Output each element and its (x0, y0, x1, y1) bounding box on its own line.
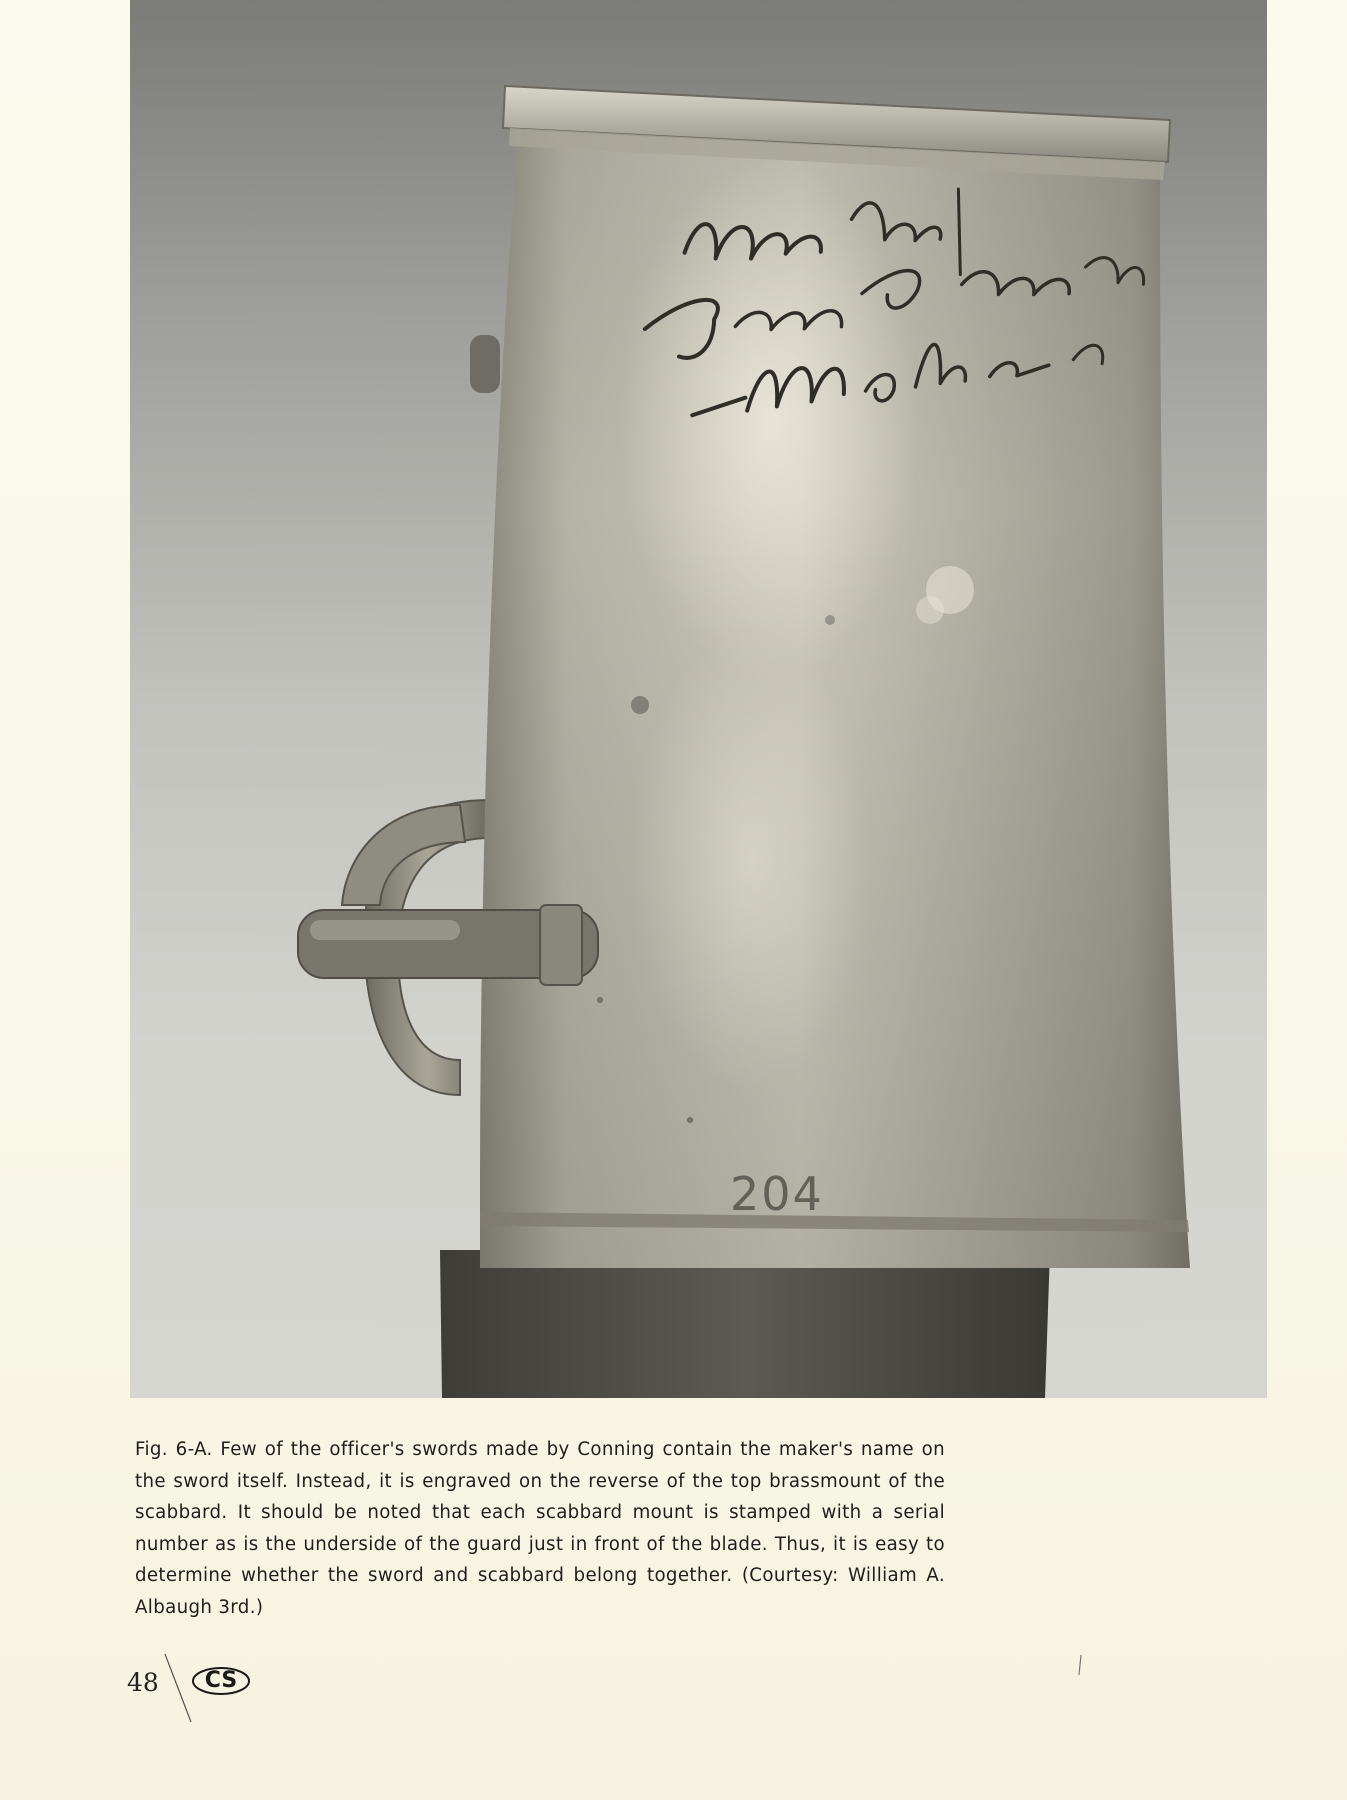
figure-caption: Fig. 6-A. Few of the officer's swords made by Conning contain the maker's name on the sword itself. Instead, it is engraved on the reverse of the top brassmount of the scabbard. It should be noted that each scabbard mount is stamped with a serial number as is the underside of the guard just in front of the blade. Thus, it is easy to determine whether the sword and scabbard belong together. (Courtesy: William A. Albaugh 3rd.) (135, 1439, 945, 1618)
page-footer (127, 1652, 287, 1722)
page-number: 48 (127, 1668, 159, 1697)
cs-logo (191, 1666, 251, 1696)
serial-number-stamp: 204 (730, 1167, 824, 1221)
footer-divider (163, 1652, 193, 1724)
cs-logo-text: CS (204, 1668, 238, 1693)
scabbard-photograph (130, 0, 1267, 1398)
pencil-mark (1078, 1654, 1082, 1676)
